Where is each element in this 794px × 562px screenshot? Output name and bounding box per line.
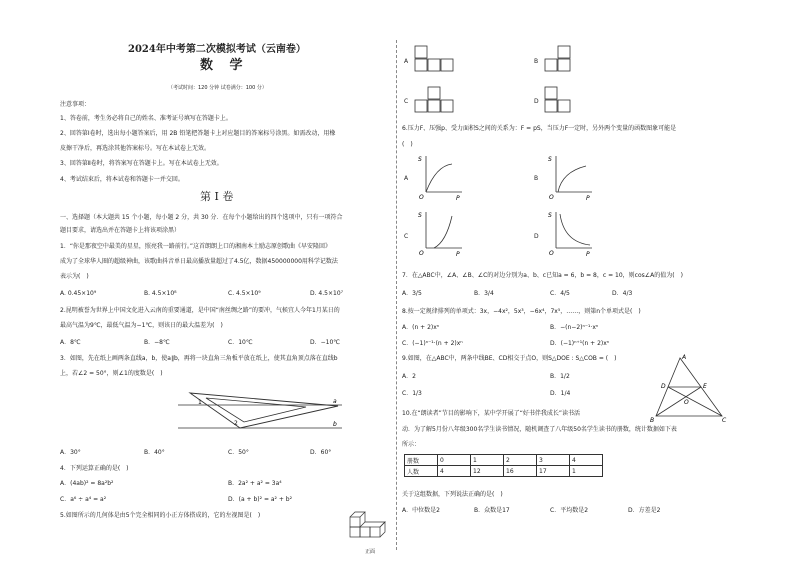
q4-option-a: A．(4ab)² = 8a²b² [60, 480, 114, 487]
fig-label-c: C [722, 417, 727, 424]
q8-option-c: C．(−1)ⁿ⁻¹·(n + 2)xⁿ [402, 340, 463, 347]
angle-label-1: 1 [198, 399, 202, 406]
q8-text: 8.按一定规律排列的单项式：3x，−4x²，5x³，−6x⁴，7x⁵，……，则第n个单项式是( ) [402, 308, 641, 315]
q5-option-a-label: A [404, 58, 409, 65]
q9-option-c: C．1/3 [402, 390, 422, 397]
q8-option-d: D．(−1)ⁿ⁺¹(n + 2)xⁿ [550, 340, 610, 347]
notice-item-3: 3、回答第Ⅱ卷时，将答案写在答题卡上。写在本试卷上无效。 [60, 160, 223, 167]
table-cell: 1 [471, 455, 504, 466]
q6-graph-d [546, 208, 596, 258]
section-title: 第 Ⅰ 卷 [200, 190, 234, 203]
q4-option-b: B．2a² + a² = 3a⁴ [228, 480, 282, 487]
q1-text-2: 成为了全球华人圈的超级神曲，该歌曲抖音单日最高播放量超过了4.5亿，数据450000000用科学记数法 [60, 258, 338, 265]
table-cell: 16 [504, 466, 537, 477]
q2-text-2: 最高气温为9℃，最低气温为−1℃，则该日的最大温差为( ) [60, 322, 223, 329]
fig-label-o: O [684, 399, 689, 406]
origin-d: O [549, 250, 554, 257]
notice-item-1: 1、答卷前，考生务必将自己的姓名、准考证号填写在答题卡上。 [60, 115, 232, 122]
q7-option-b: B．3/4 [474, 290, 494, 297]
section-intro-1: 一、选择题（本大题共 15 个小题，每小题 2 分，共 30 分．在每个小题给出的四个选项中，只有一项符合 [60, 214, 343, 221]
q2-option-b: B．−8℃ [144, 339, 170, 346]
axis-s-c: S [418, 212, 422, 219]
axis-s-d: S [548, 212, 552, 219]
notice-item-2: 2、回答第Ⅰ卷时，选出每小题答案后，用 2B 铅笔把答题卡上对应题目的答案标号涂黑。如需改动，用橡 [60, 130, 336, 137]
table-row [405, 466, 603, 477]
origin-c: O [419, 250, 424, 257]
q5-option-b-label: B [534, 58, 539, 65]
q8-option-a: A．(n + 2)xⁿ [402, 324, 440, 331]
q5-option-d-figure [544, 86, 574, 116]
q10-option-c: C．平均数是2 [550, 507, 589, 514]
q3-option-a: A．30° [60, 449, 81, 456]
q6-graph-c [416, 208, 466, 258]
axis-p-d: P [586, 251, 590, 258]
q2-text-1: 2.昆明被誉为世界上中国文化进入云南的重要通道，是中国“南丝绸之路”的要冲，气候宜人今年1月某日的 [60, 307, 340, 314]
table-cell: 12 [471, 466, 504, 477]
q7-option-d: D．4/3 [612, 290, 633, 297]
origin-a: O [419, 194, 424, 201]
table-cell: 4 [570, 455, 603, 466]
q6-option-d-label: D [534, 233, 539, 240]
q1-option-c: C. 4.5×10⁹ [228, 290, 261, 297]
q5-option-c-label: C [404, 98, 409, 105]
q5-cube-figure [346, 505, 390, 545]
fig-label-a: A [682, 354, 687, 361]
section-intro-2: 题目要求，请选出并在答题卡上将该项涂黑） [60, 227, 181, 234]
q1-text-1: 1．“你是那夜空中最美的星星，照亮我一路前行。”这首朗朗上口的湘南本土励志原创歌曲《早安隆回》 [60, 243, 332, 250]
q9-option-a: A．2 [402, 373, 416, 380]
table-cell: 3 [537, 455, 570, 466]
q3-option-d: D．60° [310, 449, 332, 456]
q5-option-a-figure [414, 45, 454, 75]
fig-label-e: E [703, 383, 707, 390]
q1-option-a: A. 0.45×10⁹ [60, 290, 97, 297]
fig-label-b: B [650, 417, 655, 424]
q2-option-a: A．8℃ [60, 339, 81, 346]
table-row [405, 455, 603, 466]
origin-b: O [549, 194, 554, 201]
table-cell: 4 [438, 466, 471, 477]
q2-option-d: D．−10℃ [310, 339, 341, 346]
left-column [60, 0, 390, 562]
q3-option-c: C．50° [228, 449, 249, 456]
axis-s-a: S [418, 156, 422, 163]
table-cell: 2 [504, 455, 537, 466]
q10-text-1: 10.在“朗读者”节目的影响下，某中学开展了“好书伴我成长”读书活 [402, 410, 580, 417]
table-cell: 人数 [405, 466, 438, 477]
q1-option-b: B. 4.5×10⁸ [144, 290, 177, 297]
q6-option-b-label: B [534, 175, 539, 182]
q10-text-3: 所示： [402, 441, 421, 448]
q5-text: 5.如图所示的几何体是由5个完全相同的小正方体搭成的，它的左视图是( ) [60, 512, 261, 519]
notice-heading: 注意事项： [60, 101, 91, 108]
right-column [402, 0, 738, 562]
q10-question: 关于这组数据，下列说法正确的是( ) [402, 491, 503, 498]
q9-option-d: D．1/4 [550, 390, 571, 397]
q9-text: 9.如图，在△ABC中，两条中线BE、CD相交于点O，则S△DOE : S△COB = ( ) [402, 355, 617, 362]
q10-text-2: 动．为了解5月份八年级300名学生读书情况，随机调查了八年级50名学生读书的册数，统计数据如下表 [402, 426, 677, 433]
q5-option-d-label: D [534, 98, 539, 105]
q7-option-c: C．4/5 [550, 290, 570, 297]
fig-label-d: D [661, 383, 666, 390]
table-cell: 17 [537, 466, 570, 477]
axis-p-b: P [586, 195, 590, 202]
q5-front-label: 正面 [365, 549, 376, 555]
table-cell: 1 [570, 466, 603, 477]
q10-data-table [404, 454, 603, 477]
angle-label-2: 2 [234, 420, 238, 427]
q5-option-b-figure [544, 45, 574, 75]
q3-text-1: 3．如图，先在纸上画两条直线a，b，使a∥b，再将一块直角三角板平放在纸上，使其直角顶点落在直线b [60, 355, 338, 362]
q8-option-b: B．−(n−2)ⁿ⁻¹·xⁿ [550, 324, 599, 331]
q4-text: 4．下列运算正确的是( ) [60, 465, 129, 472]
q4-option-c: C．a⁶ ÷ a⁴ = a² [60, 496, 107, 503]
subject-title: 数 学 [200, 58, 249, 73]
notice-item-2b: 皮擦干净后，再选涂其他答案标号。写在本试卷上无效。 [60, 145, 211, 152]
notice-item-4: 4、考试结束后，将本试卷和答题卡一并交回。 [60, 176, 184, 183]
column-divider [396, 40, 397, 550]
q6-graph-b [546, 152, 596, 202]
q9-option-b: B．1/2 [550, 373, 570, 380]
q6-graph-a [416, 152, 466, 202]
q10-option-d: D．方差是2 [628, 507, 661, 514]
line-label-a: a [333, 398, 337, 405]
q3-option-b: B．40° [144, 449, 165, 456]
axis-p-a: P [456, 195, 460, 202]
q6-text-2: ( ) [402, 141, 413, 148]
q1-text-3: 表示为( ) [60, 273, 89, 280]
q1-option-d: D. 4.5×10⁷ [310, 290, 344, 297]
q7-option-a: A．3/5 [402, 290, 422, 297]
q5-option-c-figure [414, 86, 454, 116]
q6-option-a-label: A [404, 175, 409, 182]
line-label-b: b [333, 421, 337, 428]
q6-text-1: 6.压力F、压强p、受力面积S之间的关系为：F = pS，当压力F一定时，另外两个变量的函数图象可能是 [402, 125, 677, 132]
exam-title: 2024年中考第二次模拟考试（云南卷） [128, 44, 306, 55]
q2-option-c: C．10℃ [228, 339, 253, 346]
q3-figure [170, 380, 350, 438]
q10-option-b: B．众数是17 [474, 507, 510, 514]
table-cell: 0 [438, 455, 471, 466]
q7-text: 7．在△ABC中，∠A、∠B、∠C的对边分别为a、b、c已知a = 6，b = 8，c = 10，则cos∠A的值为( ) [402, 272, 683, 279]
q6-option-c-label: C [404, 233, 409, 240]
q10-option-a: A．中位数是2 [402, 507, 440, 514]
axis-p-c: P [456, 251, 460, 258]
time-info: （考试时间：120 分钟 试卷满分：100 分） [168, 85, 267, 91]
q4-option-d: D．(a + b)² = a² + b² [228, 496, 293, 503]
q3-text-2: 上，若∠2 = 50°，则∠1的度数是( ) [60, 370, 163, 377]
table-cell: 册数 [405, 455, 438, 466]
axis-s-b: S [548, 156, 552, 163]
q9-triangle-figure [650, 352, 728, 424]
